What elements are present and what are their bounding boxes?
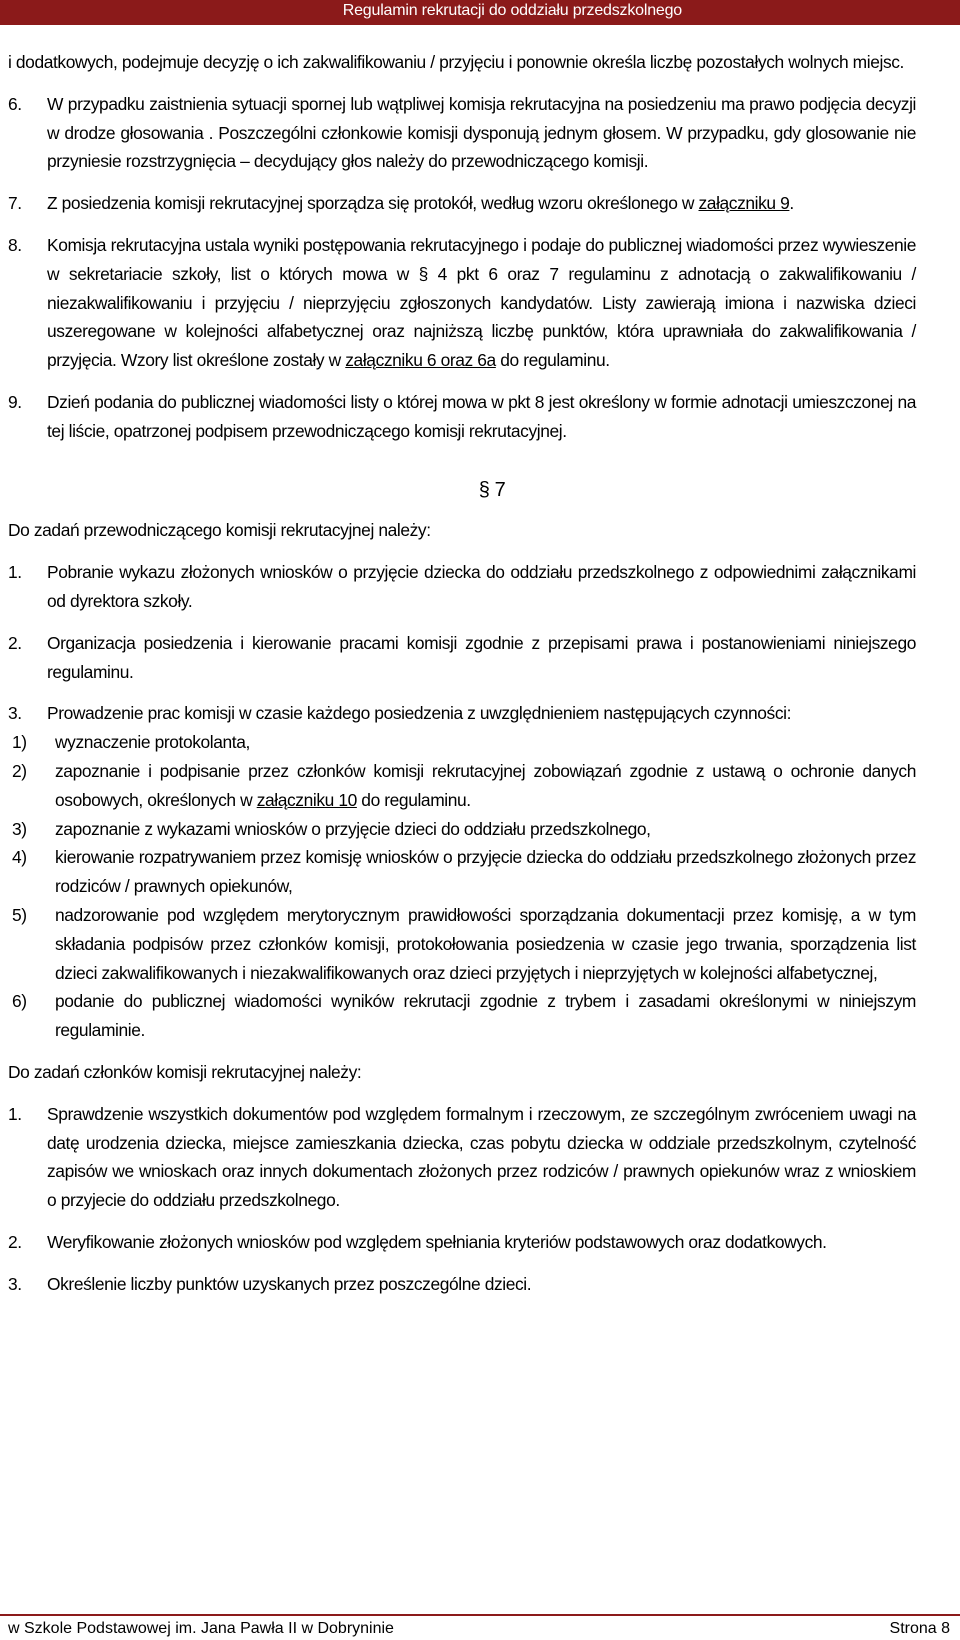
sub-item-text: nadzorowanie pod względem merytorycznym prawidłowości sporządzania dokumentacji przez komisję, a w tym składania podpisów przez członków komisji, protokołowania posiedzenia w czasie jego trwania, sporządzenia list dzieci zakwalifikowanych i niezakwalifikowanych oraz dzieci przyjętych i nieprzyjętych w kolejności alfabetycznej, <box>55 904 916 983</box>
item-number: 6. <box>8 93 22 114</box>
list-item <box>8 558 916 616</box>
sub-item <box>8 815 916 844</box>
sub-item-number: 3) <box>12 818 27 839</box>
item-number: 8. <box>8 234 22 255</box>
item-number: 2. <box>8 1231 22 1252</box>
rules-list <box>8 90 916 446</box>
attachment-link[interactable]: załączniku 9 <box>698 193 790 214</box>
sub-item <box>8 987 916 1045</box>
sub-item-text: zapoznanie z wykazami wniosków o przyjęcie dzieci do oddziału przedszkolnego, <box>55 818 651 839</box>
sub-item-text: podanie do publicznej wiadomości wyników rekrutacji zgodnie z trybem i zasadami określonymi w niniejszym regulaminie. <box>55 991 916 1041</box>
footer-divider <box>0 1614 960 1616</box>
list-item <box>8 231 916 375</box>
list-item <box>8 388 916 446</box>
item-text-part: do regulaminu. <box>495 350 610 371</box>
page-header <box>0 0 960 25</box>
chair-subitems <box>8 728 916 1045</box>
sub-item-text-part: zapoznanie i podpisanie przez członków komisji rekrutacyjnej zobowiązań zgodnie z ustawą o ochronie danych osobowych, określonych w <box>55 760 916 810</box>
header-title: Regulamin rekrutacji do oddziału przedszkolnego <box>342 2 682 19</box>
intro-paragraph: i dodatkowych, podejmuje decyzję o ich zakwalifikowaniu / przyjęciu i ponownie określa liczbę pozostałych wolnych miejsc. <box>8 52 904 72</box>
item-text: Sprawdzenie wszystkich dokumentów pod względem formalnym i rzeczowym, ze szczególnym zwróceniem uwagi na datę urodzenia dziecka, miejsce zamieszkania dziecka, czas pobytu dziecka w oddziale przedszkolnym, czytelność zapisów we wnioskach oraz innych dokumentach złożonych przez rodziców / prawnych opiekunów wraz z wnioskiem o przyjecie do oddziału przedszkolnego. <box>47 1103 916 1211</box>
item-text <box>47 189 916 218</box>
document-body <box>8 48 916 1311</box>
members-duties-list <box>8 1100 916 1299</box>
sub-item <box>8 843 916 901</box>
list-item <box>8 629 916 687</box>
list-item <box>8 1270 916 1299</box>
page-footer <box>0 1614 960 1640</box>
item-number: 7. <box>8 193 22 214</box>
sub-item-text: kierowanie rozpatrywaniem przez komisję wniosków o przyjęcie dziecka do oddziału przedszkolnego złożonych przez rodziców / prawnych opiekunów, <box>55 847 916 897</box>
item-text-part: . <box>789 193 794 214</box>
item-number: 1. <box>8 1103 22 1124</box>
item-text: Pobranie wykazu złożonych wniosków o przyjęcie dziecka do oddziału przedszkolnego z odpowiednimi załącznikami od dyrektora szkoły. <box>47 562 916 611</box>
sub-item-number: 2) <box>12 760 27 781</box>
chair-heading: Do zadań przewodniczącego komisji rekrutacyjnej należy: <box>8 520 431 541</box>
members-heading: Do zadań członków komisji rekrutacyjnej należy: <box>8 1061 362 1082</box>
list-item <box>8 699 916 728</box>
sub-item-text <box>55 757 916 815</box>
item-text: Określenie liczby punktów uzyskanych przez poszczególne dzieci. <box>47 1273 532 1294</box>
item-text-part: Komisja rekrutacyjna ustala wyniki postępowania rekrutacyjnego i podaje do publicznej wiadomości przez wywieszenie w sekretariacie szkoły, list o których mowa w § 4 pkt 6 oraz 7 regulaminu z adnotacją o zakwalifikowaniu / niezakwalifikowaniu i przyjęciu / nieprzyjęciu zgłoszonych kandydatów. Listy zawierają imiona i nazwiska dzieci uszeregowane w kolejności alfabetycznej oraz najniższą liczbę punktów, która uprawniała do zakwalifikowania / przyjęcia. Wzory list określone zostały w <box>47 234 916 371</box>
item-text: W przypadku zaistnienia sytuacji spornej lub wątpliwej komisja rekrutacyjna na posiedzeniu ma prawo podjęcia decyzji w drodze głosowania . Poszczególni członkowie komisji dysponują jednym głosem. W przypadku, gdy glosowanie nie przyniesie rozstrzygnięcia – decydujący głos należy do przewodniczącego komisji. <box>47 93 916 172</box>
item-number: 2. <box>8 632 22 653</box>
sub-item-number: 1) <box>12 732 27 753</box>
list-item <box>8 1228 916 1257</box>
attachment-link[interactable]: załączniku 6 oraz 6a <box>345 350 496 371</box>
list-item <box>8 90 916 176</box>
sub-item-text-part: do regulaminu. <box>356 789 471 810</box>
item-text: Prowadzenie prac komisji w czasie każdego posiedzenia z uwzględnieniem następujących czynności: <box>47 703 792 724</box>
sub-item-number: 6) <box>12 991 27 1012</box>
item-number: 1. <box>8 562 22 583</box>
item-number: 3. <box>8 1273 22 1294</box>
sub-item-text: wyznaczenie protokolanta, <box>55 732 250 753</box>
sub-item <box>8 901 916 987</box>
sub-item-number: 4) <box>12 847 27 868</box>
list-item <box>8 1100 916 1215</box>
item-text: Dzień podania do publicznej wiadomości listy o której mowa w pkt 8 jest określony w formie adnotacji umieszczonej na tej liście, opatrzonej podpisem przewodniczącego komisji rekrutacyjnej. <box>47 391 916 441</box>
item-number: 9. <box>8 391 22 412</box>
sub-item <box>8 728 916 757</box>
sub-item <box>8 757 916 815</box>
chair-duties-list <box>8 558 916 1045</box>
item-text <box>47 231 916 375</box>
page-number: Strona 8 <box>889 1620 950 1637</box>
list-item <box>8 189 916 218</box>
attachment-link[interactable]: załączniku 10 <box>256 789 357 810</box>
item-text-part: Z posiedzenia komisji rekrutacyjnej sporządza się protokół, według wzoru określonego w <box>47 193 699 214</box>
section-mark: § 7 <box>478 478 506 501</box>
item-text: Organizacja posiedzenia i kierowanie pracami komisji zgodnie z przepisami prawa i postanowieniami niniejszego regulaminu. <box>47 632 916 682</box>
sub-item-number: 5) <box>12 904 27 925</box>
footer-school-name: w Szkole Podstawowej im. Jana Pawła II w Dobryninie <box>8 1620 394 1637</box>
item-text: Weryfikowanie złożonych wniosków pod względem spełniania kryteriów podstawowych oraz dodatkowych. <box>47 1231 827 1252</box>
item-number: 3. <box>8 703 22 724</box>
